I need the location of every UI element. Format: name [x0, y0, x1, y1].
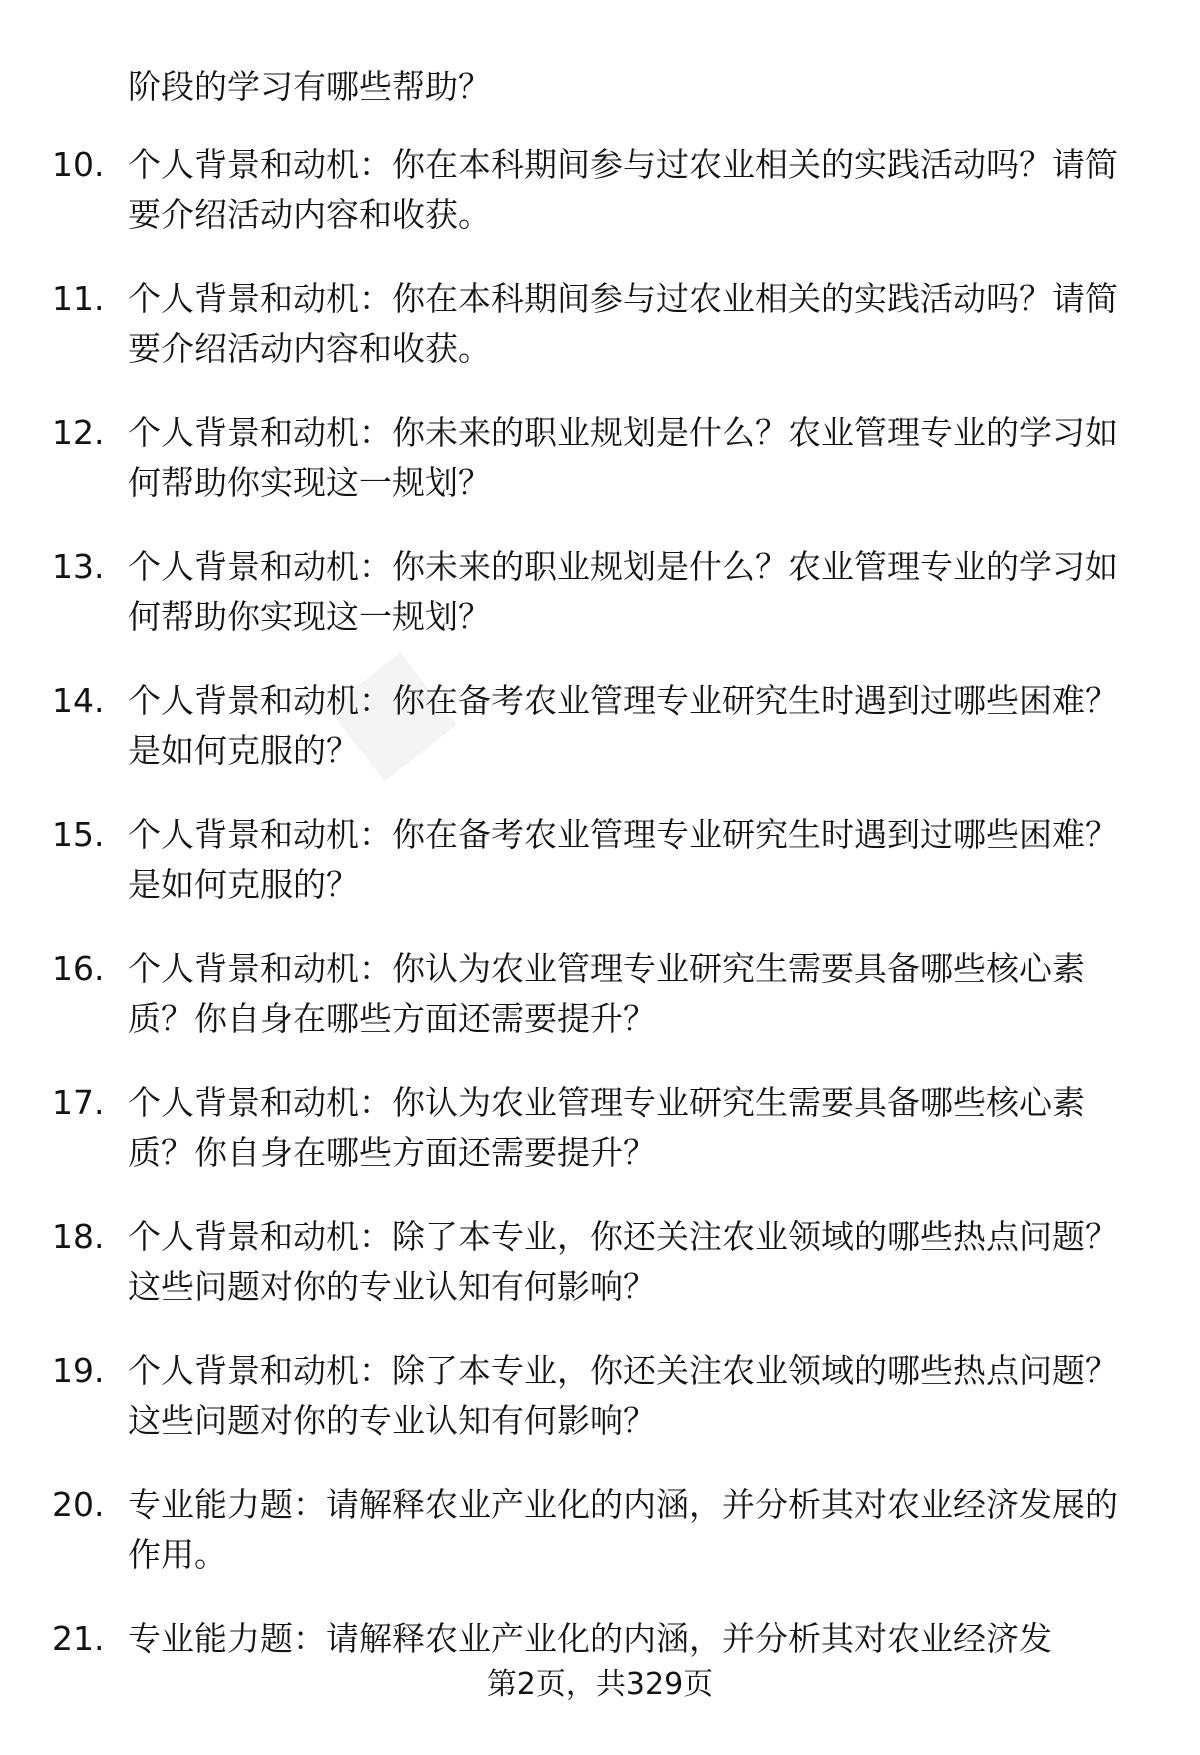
question-text: 专业能力题：请解释农业产业化的内涵，并分析其对农业经济发: [128, 1619, 1052, 1658]
question-number: 10.: [52, 145, 105, 184]
question-item: [52, 1480, 1142, 1580]
question-item: [52, 1078, 1142, 1178]
question-text: 个人背景和动机：你在备考农业管理专业研究生时遇到过哪些困难？是如何克服的？: [128, 815, 1118, 904]
question-number: 17.: [52, 1083, 105, 1122]
question-number: 12.: [52, 413, 105, 452]
question-number: 19.: [52, 1351, 105, 1390]
question-text: 个人背景和动机：你在本科期间参与过农业相关的实践活动吗？请简要介绍活动内容和收获。: [128, 279, 1118, 368]
page-footer: 第2页，共329页: [486, 1667, 714, 1702]
question-number: 20.: [52, 1485, 105, 1524]
question-text: 专业能力题：请解释农业产业化的内涵，并分析其对农业经济发展的作用。: [128, 1485, 1118, 1574]
question-text: 个人背景和动机：你认为农业管理专业研究生需要具备哪些核心素质？你自身在哪些方面还需要提升？: [128, 949, 1085, 1038]
question-item: [52, 1212, 1142, 1312]
question-item: [52, 810, 1142, 910]
question-item: [52, 1346, 1142, 1446]
question-item: [52, 944, 1142, 1044]
question-text: 个人背景和动机：你在本科期间参与过农业相关的实践活动吗？请简要介绍活动内容和收获。: [128, 145, 1118, 234]
question-item: [52, 140, 1142, 240]
question-text: 个人背景和动机：除了本专业，你还关注农业领域的哪些热点问题？这些问题对你的专业认知有何影响？: [128, 1217, 1118, 1306]
question-number: 18.: [52, 1217, 105, 1256]
question-text: 个人背景和动机：你未来的职业规划是什么？农业管理专业的学习如何帮助你实现这一规划？: [128, 413, 1118, 502]
question-text: 个人背景和动机：除了本专业，你还关注农业领域的哪些热点问题？这些问题对你的专业认知有何影响？: [128, 1351, 1118, 1440]
question-number: 13.: [52, 547, 105, 586]
question-item: [52, 274, 1142, 374]
question-item: [52, 1614, 1142, 1664]
question-number: 11.: [52, 279, 105, 318]
question-number: 16.: [52, 949, 105, 988]
continued-question-text: 阶段的学习有哪些帮助？: [128, 67, 491, 106]
question-number: 21.: [52, 1619, 105, 1658]
question-list: [52, 140, 1142, 1698]
question-item: [52, 408, 1142, 508]
question-number: 14.: [52, 681, 105, 720]
question-text: 个人背景和动机：你认为农业管理专业研究生需要具备哪些核心素质？你自身在哪些方面还需要提升？: [128, 1083, 1085, 1172]
question-text: 个人背景和动机：你在备考农业管理专业研究生时遇到过哪些困难？是如何克服的？: [128, 681, 1118, 770]
question-item: [52, 542, 1142, 642]
question-number: 15.: [52, 815, 105, 854]
question-text: 个人背景和动机：你未来的职业规划是什么？农业管理专业的学习如何帮助你实现这一规划？: [128, 547, 1118, 636]
question-item: [52, 676, 1142, 776]
